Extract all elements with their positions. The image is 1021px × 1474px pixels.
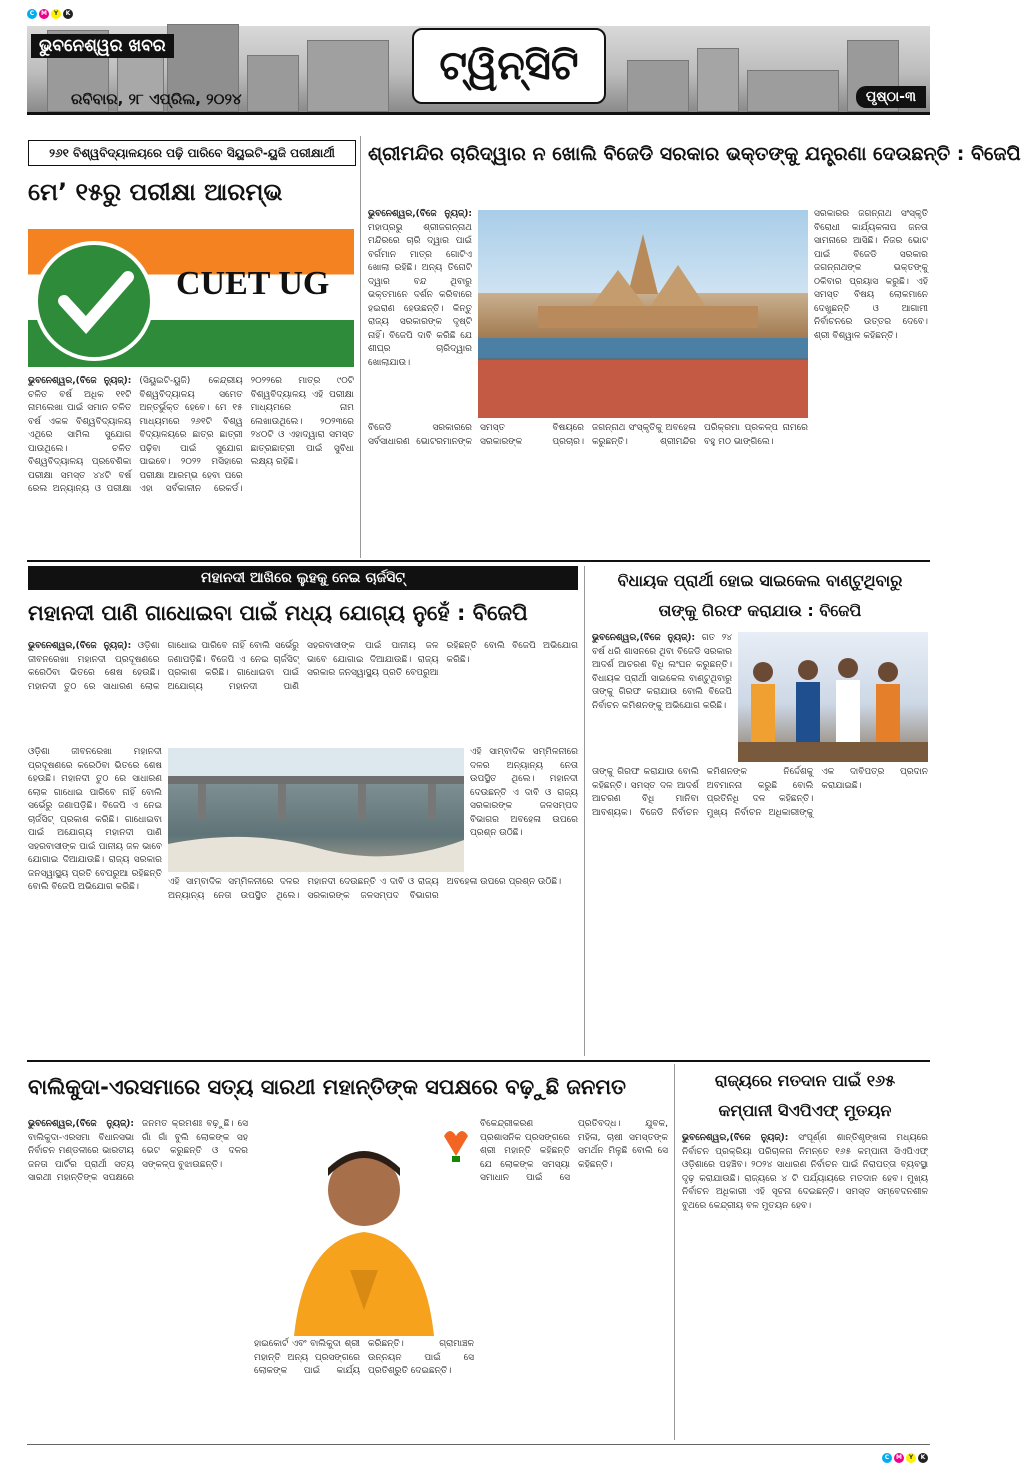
story2-byline: ଭୁବନେଶ୍ୱର,(ବିଜେ ନ୍ୟୁଜ୍): <box>368 209 472 219</box>
registration-marks-bottom <box>882 1453 928 1463</box>
story1-text: ଚଳିତ ବର୍ଷ ଅଧିକ ୧୧ଟି ନାମଲେଖା ପାଇଁ ସମାନ ଚଳିତ ବର୍ଷ ଏକକ ବିଶ୍ୱବିଦ୍ୟାଳୟ ଏଥିରେ ସାମିଲ ସୁଯୋଗ ପାଉଥିଲେ। ଚଳିତ ବିଶ୍ୱବିଦ୍ୟାଳୟ ପ୍ରବେଶିକା ପରୀକ୍ଷା ସମସ୍ତ ୪୪ଟି ବର୍ଷ ରେଲ ଅନ୍ୟାନ୍ୟ ଓ ପରୀକ୍ଷା (ସିୟୁଇଟି-ୟୁଜି) କେନ୍ଦ୍ରୀୟ ବିଶ୍ୱବିଦ୍ୟାଳୟ ସମେତ ଅନ୍ତର୍ଭୁକ୍ତ ହେବେ। ମେ ୧୫ ମାଧ୍ୟମରେ ୨୬୧ଟି ବିଶ୍ୱ ବିଦ୍ୟାଳୟରେ ଛାତ୍ର ଛାତ୍ରୀ ପଢ଼ିବା ପାଇଁ ସୁଯୋଗ ପାଇବେ। ୨୦୨୨ ମସିହାରେ ପରୀକ୍ଷା ଆରମ୍ଭ ହେବା ପରେ ଏହା ସର୍ବକାଳୀନ ରେକର୍ଡ। ୨୦୨୨ରେ ମାତ୍ର ୯୦ଟି ବିଶ୍ୱବିଦ୍ୟାଳୟ ଏହି ପରୀକ୍ଷା ମାଧ୍ୟମରେ ନାମ ଲେଖାଉଥିଲେ। ୨୦୨୩ରେ ୨୪୦ଟି ଓ ଏହାଦ୍ୱାରା ସମସ୍ତ ଛାତ୍ରଛାତ୍ରୀ ପାଇଁ ସୁବିଧା ଲକ୍ଷ୍ୟ ରହିଛି। <box>28 376 354 494</box>
cuet-logo-text: CUET UG <box>176 265 330 302</box>
registration-mark-y: Y <box>906 1453 916 1463</box>
story5-left-columns <box>28 1118 248 1438</box>
page-title: ଟ୍ୱିନ୍‌ସିଟି <box>412 28 606 104</box>
cuet-logo-banner <box>28 229 354 367</box>
issue-date: ରବିବାର, ୨୮ ଏପ୍ରିଲ, ୨୦୨୪ <box>71 90 242 108</box>
page-number: ପୃଷ୍ଠା-୩ <box>856 86 926 108</box>
story5-text-mid: ହାଇକୋର୍ଟ ଏବଂ ବାଲିକୁଦା ଶ୍ରୀ ମହାନ୍ତି ଅନ୍ୟ ପ୍ରସଙ୍ଗରେ ଲୋକଙ୍କ ପାଇଁ କାର୍ଯ୍ୟ କରିଛନ୍ତି। ଗ୍ରାମାଞ୍ଚଳ ଉନ୍ନୟନ ପାଇଁ ସେ ପ୍ରତିଶ୍ରୁତି ଦେଇଛନ୍ତି। <box>254 1339 474 1376</box>
story4-headline-line2: ତାଙ୍କୁ ଗିରଫ କରାଯାଉ : ବିଜେପି <box>658 601 862 620</box>
story5-mid-columns <box>254 1338 474 1438</box>
registration-mark-m: M <box>894 1453 904 1463</box>
registration-mark-k: K <box>63 9 73 19</box>
story5-headline: ବାଲିକୁଦା-ଏରସମାରେ ସତ୍ୟ ସାରଥୀ ମହାନ୍ତିଙ୍କ ସପକ୍ଷରେ ବଢ଼ୁଛି ଜନମତ <box>28 1075 627 1099</box>
story4-text-top: ଗତ ୨୪ ବର୍ଷ ଧରି ଶାସନରେ ଥିବା ବିଜେଡି ସରକାର ଆଦର୍ଶ ଆଚରଣ ବିଧି ଲଂଘନ କରୁଛନ୍ତି। ବିଧାୟକ ପ୍ରାର୍ଥୀ ସାଇକେଲ ବାଣ୍ଟୁଥିବାରୁ ତାଙ୍କୁ ଗିରଫ କରାଯାଉ ବୋଲି ବିଜେପି ନିର୍ବାଚନ କମିଶନଙ୍କୁ ଅଭିଯୋଗ କରିଛି। <box>592 633 732 711</box>
section-tag: ଭୁବନେଶ୍ୱର ଖବର <box>31 34 174 58</box>
story3-lower-columns <box>168 876 578 1056</box>
registration-mark-k: K <box>918 1453 928 1463</box>
mahanadi-bridge-photo <box>168 748 464 872</box>
story2-headline: ଶ୍ରୀମନ୍ଦିର ଚାରିଦ୍ୱାର ନ ଖୋଲି ବିଜେଡି ସରକାର ଭକ୍ତଙ୍କୁ ଯନ୍ତ୍ରଣା ଦେଉଛନ୍ତି : ବିଜେପି <box>368 143 1021 165</box>
story6-byline: ଭୁବନେଶ୍ୱର,(ବିଜେ ନ୍ୟୁଜ୍): <box>682 1133 789 1143</box>
story2-text-right: ସରକାରର ଜଗନ୍ନାଥ ସଂସ୍କୃତି ବିରୋଧୀ କାର୍ଯ୍ୟକଳାପ ଜନତା ସାମନାରେ ଆସିଛି। ନିଜର ଭୋଟ ପାଇଁ ବିଜେଡି ସରକାର ଜଗନ୍ନାଥଙ୍କ ଭକ୍ତଙ୍କୁ ଠକିବାର ପ୍ରୟାସ କରୁଛି। ଏହି ସମସ୍ତ ବିଷୟ ଲୋକମାନେ ଦେଖୁଛନ୍ତି ଓ ଆଗାମୀ ନିର୍ବାଚନରେ ଉତ୍ତର ଦେବେ। ଶ୍ରୀ ବିଶ୍ୱାଳ କହିଛନ୍ତି। <box>814 209 928 341</box>
story3-kicker: ମହାନଦୀ ଆଖିରେ ଲୁହକୁ ନେଇ ଚାର୍ଜସିଟ୍ <box>28 566 578 590</box>
srimandir-crowd-photo <box>478 210 808 418</box>
story3-right-column <box>470 746 578 872</box>
story2-right-column <box>814 208 928 556</box>
story5-text-left: ବାଲିକୁଦା-ଏରସମା ବିଧାନସଭା ନିର୍ବାଚନ ମଣ୍ଡଳୀରେ ଭାରତୀୟ ଜନତା ପାର୍ଟିର ପ୍ରାର୍ଥୀ ସତ୍ୟ ସାରଥୀ ମହାନ୍ତିଙ୍କ ସପକ୍ଷରେ ଜନମତ କ୍ରମଶଃ ବଢ଼ୁଛି। ସେ ଗାଁ ଗାଁ ବୁଲି ଲୋକଙ୍କ ସହ ଭେଟ କରୁଛନ୍ତି ଓ ଦଳର ସଙ୍କଳ୍ପ ବୁଝାଉଛନ୍ତି। <box>28 1119 248 1183</box>
story3-text-right: ଏହି ସାମ୍ବାଦିକ ସମ୍ମିଳନୀରେ ଦଳର ଅନ୍ୟାନ୍ୟ ନେତା ଉପସ୍ଥିତ ଥିଲେ। ମହାନଦୀ ଦେଉଛନ୍ତି ଏ ଦାବି ଓ ରାଜ୍ୟ ସରକାରଙ୍କ ଜଳସମ୍ପଦ ବିଭାଗର ଅବହେଳା ଉପରେ ପ୍ରଶ୍ନ ଉଠିଛି। <box>470 747 578 838</box>
story1-byline: ଭୁବନେଶ୍ୱର,(ବିଜେ ନ୍ୟୁଜ୍): <box>28 376 132 386</box>
story2-left-column <box>368 208 472 418</box>
story6-text: ସଂପୂର୍ଣ୍ଣ ଶାନ୍ତିଶୃଙ୍ଖଳା ମଧ୍ୟରେ ନିର୍ବାଚନ ପ୍ରକ୍ରିୟା ପରିଚାଳନା ନିମନ୍ତେ ୧୬୫ କମ୍ପାନୀ ସିଏପିଏଫ୍ ଓଡ଼ିଶାରେ ପହଞ୍ଚିବ। ୨୦୨୪ ସାଧାରଣ ନିର୍ବାଚନ ପାଇଁ ନିରାପତ୍ତା ବ୍ୟବସ୍ଥା ଦୃଢ଼ କରାଯାଉଛି। ରାଜ୍ୟରେ ୪ ଟି ପର୍ଯ୍ୟାୟରେ ମତଦାନ ହେବ। ମୁଖ୍ୟ ନିର୍ବାଚନ ଅଧିକାରୀ ଏହି ସୂଚନା ଦେଇଛନ୍ତି। ସମସ୍ତ ସମ୍ବେଦନଶୀଳ ବୁଥରେ କେନ୍ଦ୍ରୀୟ ବଳ ମୁତୟନ ହେବ। <box>682 1133 928 1211</box>
check-icon <box>34 241 154 361</box>
story4-headline-line1: ବିଧାୟକ ପ୍ରାର୍ଥୀ ହୋଇ ସାଇକେଲ ବାଣ୍ଟୁଥିବାରୁ <box>617 571 903 590</box>
candidate-portrait-photo <box>254 1120 474 1336</box>
story3-body <box>28 640 578 742</box>
registration-marks-top <box>27 9 73 19</box>
story3-caption-text: ଏହି ସାମ୍ବାଦିକ ସମ୍ମିଳନୀରେ ଦଳର ଅନ୍ୟାନ୍ୟ ନେତା ଉପସ୍ଥିତ ଥିଲେ। ମହାନଦୀ ଦେଉଛନ୍ତି ଏ ଦାବି ଓ ରାଜ୍ୟ ସରକାରଙ୍କ ଜଳସମ୍ପଦ ବିଭାଗର ଅବହେଳା ଉପରେ ପ୍ରଶ୍ନ ଉଠିଛି। <box>168 877 562 901</box>
story1-kicker: ୨୬୧ ବିଶ୍ୱବିଦ୍ୟାଳୟରେ ପଢ଼ି ପାରିବେ ସିୟୁଇଟି-ୟୁଜି ପରୀକ୍ଷାର୍ଥୀ <box>28 140 356 166</box>
story1-headline: ମେ’ ୧୫ରୁ ପରୀକ୍ଷା ଆରମ୍ଭ <box>28 178 283 206</box>
story4-byline: ଭୁବନେଶ୍ୱର,(ବିଜେ ନ୍ୟୁଜ୍): <box>592 633 696 643</box>
registration-mark-y: Y <box>51 9 61 19</box>
story3-continued <box>28 746 162 1056</box>
story4-bottom-columns <box>592 766 928 1056</box>
story4-text-bottom: ତାଙ୍କୁ ଗିରଫ କରାଯାଉ ବୋଲି କହିଛନ୍ତି। ସମସ୍ତ ଦଳ ଆଦର୍ଶ ଆଚରଣ ବିଧି ମାନିବା ଆବଶ୍ୟକ। ବିଜେଡି ନିର୍ବାଚନ କମିଶନଙ୍କ ନିର୍ଦ୍ଦେଶକୁ ଅବମାନନା କରୁଛି ବୋଲି ପ୍ରତିନିଧି ଦଳ କହିଛନ୍ତି। ମୁଖ୍ୟ ନିର୍ବାଚନ ଅଧିକାରୀଙ୍କୁ ଏକ ଦାବିପତ୍ର ପ୍ରଦାନ କରାଯାଇଛି। <box>592 767 928 818</box>
story6-body <box>682 1132 928 1438</box>
story3-text: ଓଡ଼ିଶା ଜୀବନରେଖା ମହାନଦୀ ପ୍ରଦୂଷଣରେ କରେଠିବା ଭିତରେ ଶେଷ ହେଉଛି। ମହାନଦୀ ତୁଠ ରେ ସାଧାରଣ ଲୋକ ଗାଧୋଇ ପାରିବେ ନାହିଁ ବୋଲି ସର୍ଭେରୁ ଜଣାପଡ଼ିଛି। ବିଜେପି ଏ ନେଇ ଚାର୍ଜସିଟ୍ ପ୍ରକାଶ କରିଛି। ଗାଧୋଇବା ପାଇଁ ଅଯୋଗ୍ୟ ମହାନଦୀ ପାଣି ସହରବାସୀଙ୍କ ପାଇଁ ପାନୀୟ ଜଳ ଭାବେ ଯୋଗାଇ ଦିଆଯାଉଛି। ରାଜ୍ୟ ସରକାର ଜନସ୍ୱାସ୍ଥ୍ୟ ପ୍ରତି ବେପରୁଆ ରହିଛନ୍ତି ବୋଲି ବିଜେପି ଅଭିଯୋଗ କରିଛି। <box>28 641 578 692</box>
story3-text-continued: ଓଡ଼ିଶା ଜୀବନରେଖା ମହାନଦୀ ପ୍ରଦୂଷଣରେ କରେଠିବା ଭିତରେ ଶେଷ ହେଉଛି। ମହାନଦୀ ତୁଠ ରେ ସାଧାରଣ ଲୋକ ଗାଧୋଇ ପାରିବେ ନାହିଁ ବୋଲି ସର୍ଭେରୁ ଜଣାପଡ଼ିଛି। ବିଜେପି ଏ ନେଇ ଚାର୍ଜସିଟ୍ ପ୍ରକାଶ କରିଛି। ଗାଧୋଇବା ପାଇଁ ଅଯୋଗ୍ୟ ମହାନଦୀ ପାଣି ସହରବାସୀଙ୍କ ପାଇଁ ପାନୀୟ ଜଳ ଭାବେ ଯୋଗାଇ ଦିଆଯାଉଛି। ରାଜ୍ୟ ସରକାର ଜନସ୍ୱାସ୍ଥ୍ୟ ପ୍ରତି ବେପରୁଆ ରହିଛନ୍ତି ବୋଲି ବିଜେପି ଅଭିଯୋଗ କରିଛି। <box>28 747 162 892</box>
story5-byline: ଭୁବନେଶ୍ୱର,(ବିଜେ ନ୍ୟୁଜ୍): <box>28 1119 134 1129</box>
registration-mark-m: M <box>39 9 49 19</box>
story2-text-left: ମହାପ୍ରଭୁ ଶ୍ରୀଜଗନ୍ନାଥ ମନ୍ଦିରରେ ଚାରି ଦ୍ୱାର ପାଇଁ ବର୍ଗମାନ ମାତ୍ର ଗୋଟିଏ ଖୋଲା ରହିଛି। ଅନ୍ୟ ତିନୋଟି ଦ୍ୱାର ବନ୍ଦ ଥିବାରୁ ଭକ୍ତମାନେ ଦର୍ଶନ କରିବାରେ ହଇରାଣ ହେଉଛନ୍ତି। କିନ୍ତୁ ରାଜ୍ୟ ସରକାରଙ୍କ ଦୃଷ୍ଟି ନାହିଁ। ବିଜେପି ଦାବି କରିଛି ଯେ ଶୀଘ୍ର ଚାରିଦ୍ୱାର ଖୋଲାଯାଉ। <box>368 222 472 368</box>
page-header <box>27 26 930 115</box>
bjp-delegation-photo <box>738 632 928 762</box>
story2-text-mid: ବିଜେଡି ସରକାରରେ ସର୍ବସାଧାରଣ ଭୋଟରମାନଙ୍କ ସମସ୍ତ ବିଷୟରେ ସରକାରଙ୍କ ପ୍ରଚାର। ଜଗନ୍ନାଥ ସଂସ୍କୃତିକୁ ଅବହେଳା କରୁଛନ୍ତି। ଶ୍ରୀମନ୍ଦିର ପରିକ୍ରମା ପ୍ରକଳ୍ପ ନାମରେ ବହୁ ମଠ ଭାଙ୍ଗିଲେ। <box>368 423 808 447</box>
story1-body <box>28 375 354 557</box>
story6-headline-line2: କମ୍ପାନୀ ସିଏପିଏଫ୍ ମୁତୟନ <box>718 1101 892 1120</box>
story4-top-column <box>592 632 732 762</box>
story5-text-right: ବିକେନ୍ଦ୍ରୀକରଣ ପ୍ରଶାସନିକ ପ୍ରସଙ୍ଗରେ ଶ୍ରୀ ମହାନ୍ତି କହିଛନ୍ତି ଯେ ଲୋକଙ୍କ ସମସ୍ୟା ସମାଧାନ ପାଇଁ ସେ ପ୍ରତିବଦ୍ଧ। ଯୁବକ, ମହିଳା, ଚାଷୀ ସମସ୍ତଙ୍କ ସମର୍ଥନ ମିଳୁଛି ବୋଲି ସେ କହିଛନ୍ତି। <box>480 1119 668 1183</box>
story6-headline-line1: ରାଜ୍ୟରେ ମତଦାନ ପାଇଁ ୧୬୫ <box>714 1071 896 1090</box>
registration-mark-c: C <box>27 9 37 19</box>
story2-bottom-columns <box>368 422 808 556</box>
story5-right-columns <box>480 1118 668 1438</box>
story3-byline: ଭୁବନେଶ୍ୱର,(ବିଜେ ନ୍ୟୁଜ୍): <box>28 641 132 651</box>
registration-mark-c: C <box>882 1453 892 1463</box>
story3-headline: ମହାନଦୀ ପାଣି ଗାଧୋଇବା ପାଇଁ ମଧ୍ୟ ଯୋଗ୍ୟ ନୁହେଁ : ବିଜେପି <box>28 601 528 625</box>
